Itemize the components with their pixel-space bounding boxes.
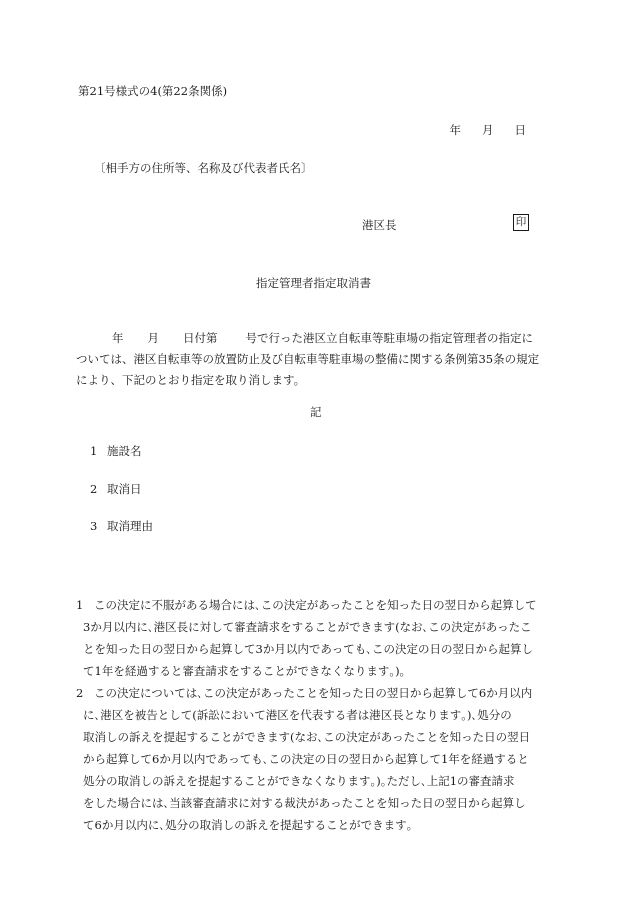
item-label: 取消理由 (107, 519, 153, 533)
item-revocation-reason (90, 518, 153, 534)
seal-mark: 印 (513, 214, 529, 231)
note-line: から起算して6か月以内であっても､この決定の日の翌日から起算して1年を経過すると (83, 752, 529, 766)
appeal-notes (76, 594, 566, 836)
ki-label: 記 (310, 405, 322, 419)
body-text (76, 328, 556, 391)
recipient-placeholder: 〔相手方の住所等、名称及び代表者氏名〕 (94, 161, 313, 175)
date-month-label: 月 (482, 123, 494, 137)
body-line-2: ついては、港区自転車等の放置防止及び自転車等駐車場の整備に関する条例第35条の規定 (76, 352, 540, 366)
note-line: とを知った日の翌日から起算して3か月以内であっても､この決定の日の翌日から起算し (83, 642, 533, 656)
date-line (450, 122, 527, 138)
body-line-1 (76, 328, 556, 349)
body-line-1-rest: 号で行った港区立自転車等駐車場の指定管理者の指定に (245, 331, 533, 345)
note-line: 取消しの訴えを提起することができます(なお､この決定があったことを知った日の翌日 (83, 730, 531, 744)
note-line: 1 この決定に不服がある場合には､この決定があったことを知った日の翌日から起算して (76, 594, 566, 616)
note-number: 2 (76, 686, 84, 700)
item-number: 1 (90, 444, 98, 458)
issuer-title: 港区長 (362, 218, 397, 232)
item-label: 取消日 (107, 482, 142, 496)
note-number: 1 (76, 598, 84, 612)
document-title: 指定管理者指定取消書 (256, 276, 371, 290)
note-line: をした場合には､当該審査請求に対する裁決があったことを知った日の翌日から起算し (83, 796, 526, 810)
item-number: 3 (90, 519, 98, 533)
body-year-label: 年 (112, 331, 124, 345)
body-line-3: により、下記のとおり指定を取り消します。 (76, 373, 306, 387)
note-line: て1年を経過すると審査請求をすることができなくなります｡)｡ (83, 664, 406, 678)
date-year-label: 年 (449, 123, 461, 137)
note-line: 3か月以内に､港区長に対して審査請求をすることができます(なお､この決定があったこ (83, 620, 532, 634)
item-label: 施設名 (107, 444, 142, 458)
note-2 (76, 682, 566, 836)
body-month-label: 月 (147, 331, 159, 345)
item-number: 2 (90, 482, 98, 496)
note-line: て6か月以内に､処分の取消しの訴えを提起することができます｡ (83, 818, 413, 832)
form-number: 第21号様式の4(第22条関係) (78, 84, 228, 98)
note-1 (76, 594, 566, 682)
item-facility-name (90, 443, 142, 459)
body-date-prefix: 日付第 (183, 331, 218, 345)
note-line: に､港区を被告として(訴訟において港区を代表する者は港区長となります｡)､処分の (83, 708, 512, 722)
note-line: 処分の取消しの訴えを提起することができなくなります｡)｡ただし､上記1の審査請求 (83, 774, 515, 788)
item-revocation-date (90, 481, 142, 497)
note-line: 2 この決定については､この決定があったことを知った日の翌日から起算して6か月以内 (76, 682, 566, 704)
date-day-label: 日 (514, 123, 526, 137)
